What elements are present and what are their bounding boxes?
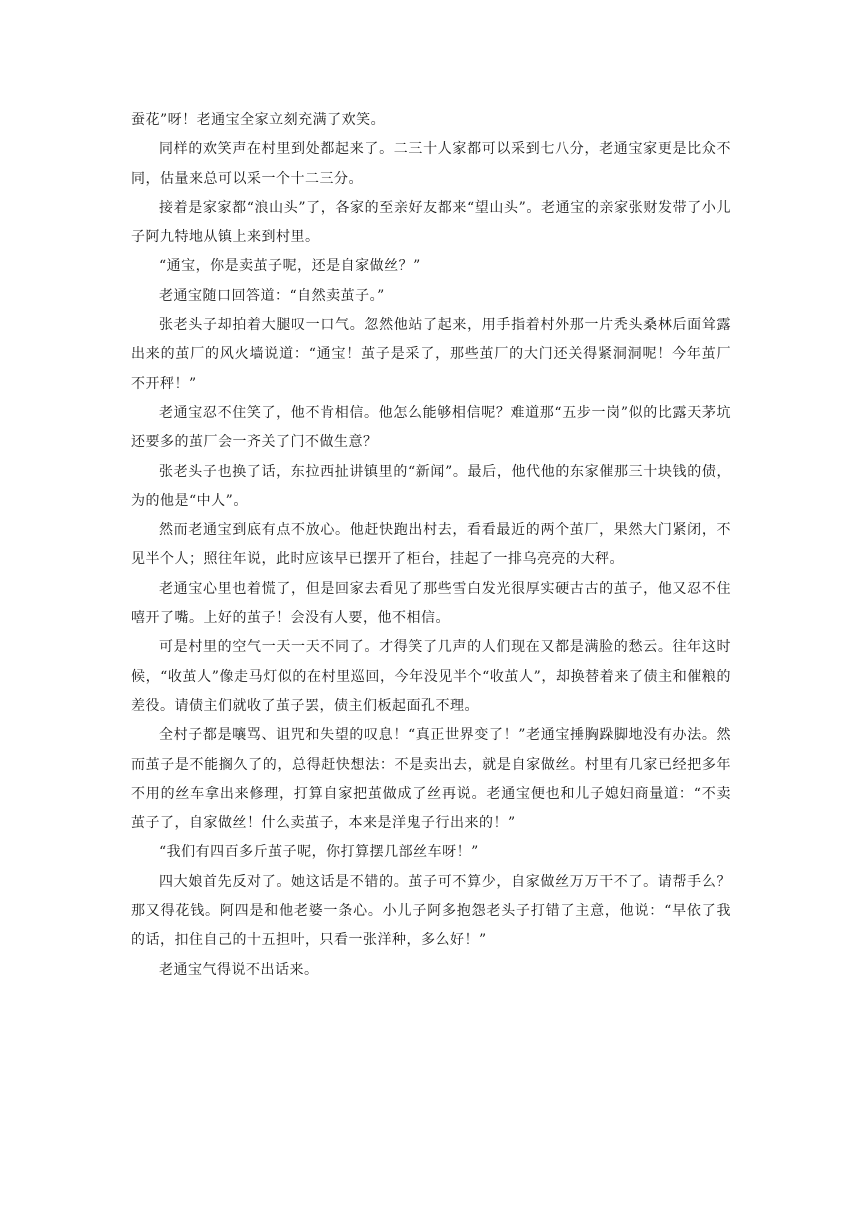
paragraph: 蚕花”呀！老通宝全家立刻充满了欢笑。 [131, 112, 386, 128]
paragraph: 张老头子也换了话，东拉西扯讲镇里的“新闻”。最后，他代他的东家催那三十块钱的债，为的他是“中人”。 [131, 463, 731, 509]
paragraph: “我们有四百多斤茧子呢，你打算摆几部丝车呀！” [159, 844, 479, 861]
paragraph: 老通宝气得说不出话来。 [159, 961, 319, 978]
paragraph: 老通宝心里也着慌了，但是回家去看见了那些雪白发光很厚实硬古古的茧子，他又忍不住嘻开了嘴。上好的茧子！会没有人要，他不相信。 [131, 580, 731, 627]
paragraph: 可是村里的空气一天一天不同了。才得笑了几声的人们现在又都是满脸的愁云。往年这时候，“收茧人”像走马灯似的在村里巡回，今年没见半个“收茧人”，却换替着来了债主和催粮的差役。请债主们就收了茧子罢，债主们板起面孔不理。 [131, 639, 731, 714]
paragraph: 然而老通宝到底有点不放心。他赶快跑出村去，看看最近的两个茧厂，果然大门紧闭，不见半个人；照往年说，此时应该早已摆开了柜台，挂起了一排乌亮亮的大秤。 [131, 522, 731, 568]
paragraph: 四大娘首先反对了。她这话是不错的。茧子可不算少，自家做丝万万干不了。请帮手么？那又得花钱。阿四是和他老婆一条心。小儿子阿多抱怨老头子打错了主意，他说：“早依了我的话，扣住自己的十五担叶，只看一张洋种，多么好！” [131, 873, 731, 949]
paragraph: 接着是家家都“浪山头”了，各家的至亲好友都来“望山头”。老通宝的亲家张财发带了小儿子阿九特地从镇上来到村里。 [131, 199, 731, 246]
paragraph: 老通宝随口回答道：“自然卖茧子。” [159, 287, 385, 304]
article-body [131, 106, 731, 985]
paragraph: 张老头子却拍着大腿叹一口气。忽然他站了起来，用手指着村外那一片秃头桑林后面耸露出来的茧厂的风火墙说道：“通宝！茧子是采了，那些茧厂的大门还关得紧洞洞呢！今年茧厂不开秤！” [131, 317, 731, 392]
paragraph: 老通宝忍不住笑了，他不肯相信。他怎么能够相信呢？难道那“五步一岗”似的比露天茅坑还要多的茧厂会一齐关了门不做生意？ [131, 404, 731, 451]
paragraph: 全村子都是嚷骂、诅咒和失望的叹息！“真正世界变了！”老通宝捶胸跺脚地没有办法。然而茧子是不能搁久了的，总得赶快想法：不是卖出去，就是自家做丝。村里有几家已经把多年不用的丝车拿出来修理，打算自家把茧做成了丝再说。老通宝便也和儿子媳妇商量道：“不卖茧子了，自家做丝！什么卖茧子，本来是洋鬼子行出来的！” [131, 727, 731, 832]
paragraph: “通宝，你是卖茧子呢，还是自家做丝？” [159, 258, 421, 275]
paragraph: 同样的欢笑声在村里到处都起来了。二三十人家都可以采到七八分，老通宝家更是比众不同，估量来总可以采一个十二三分。 [131, 141, 731, 187]
